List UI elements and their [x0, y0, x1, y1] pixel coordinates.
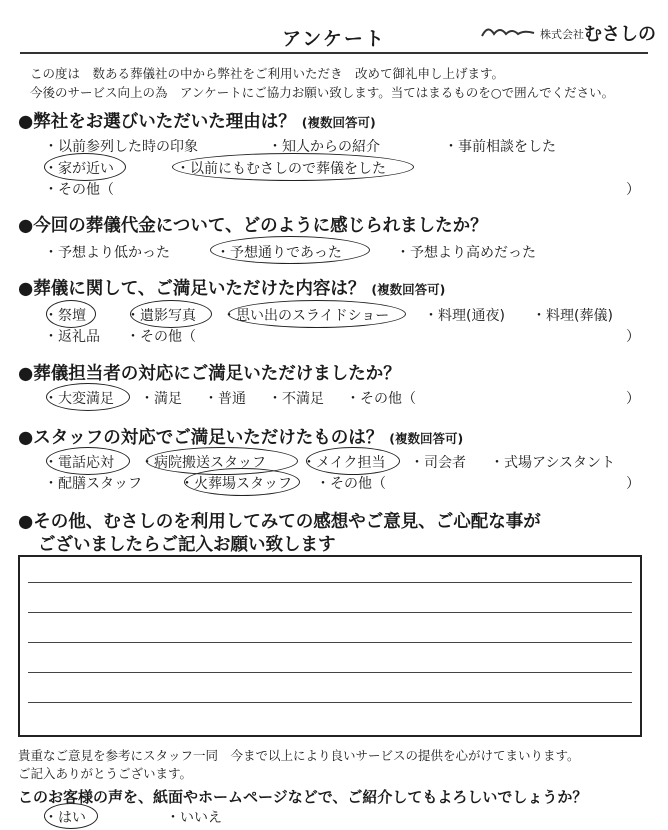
question-5-title: ●スタッフの対応でご満足いただけたものは？ [18, 428, 384, 448]
page-title: アンケート [282, 28, 386, 50]
q1-option-previous-funeral[interactable]: ・以前にもむさしので葬儀をした [176, 161, 386, 177]
question-6-heading-line-2: ございましたらご記入お願い致します [38, 535, 336, 555]
consent-option-no[interactable]: ・いいえ [166, 810, 222, 826]
footer-note-2: ご記入ありがとうございます。 [18, 766, 193, 781]
wave-logo-icon [480, 22, 536, 40]
multiple-answer-note: (複数回答可) [301, 115, 376, 130]
q1-option-other[interactable]: ・その他（ [44, 182, 114, 198]
q3-option-food-wake[interactable]: ・料理(通夜) [424, 308, 505, 324]
consent-question: このお客様の声を、紙面やホームページなどで、ご紹介してもよろしいでしょうか？ [18, 788, 588, 806]
question-1-heading [18, 108, 376, 133]
comment-line [28, 702, 632, 703]
q1-option-consultation[interactable]: ・事前相談をした [444, 139, 556, 155]
question-4-heading [18, 360, 401, 385]
q5-option-catering[interactable]: ・配膳スタッフ [44, 476, 142, 492]
footer-note-1: 貴重なご意見を参考にスタッフ一同 今まで以上により良いサービスの提供を心がけてまいります。 [18, 748, 580, 763]
comment-line [28, 612, 632, 613]
comment-line [28, 672, 632, 673]
q3-option-other[interactable]: ・その他（ [126, 329, 196, 345]
q4-option-unsatisfied[interactable]: ・不満足 [268, 391, 324, 407]
question-6-heading-line-1: ●その他、むさしのを利用してみての感想やご意見、ご心配な事が [18, 512, 541, 532]
question-2-title: ●今回の葬儀代金について、どのように感じられましたか？ [18, 216, 488, 236]
q4-option-other[interactable]: ・その他（ [346, 391, 416, 407]
q4-option-very-satisfied[interactable]: ・大変満足 [44, 391, 114, 407]
header-divider [20, 52, 648, 54]
q3-option-return-gift[interactable]: ・返礼品 [44, 329, 100, 345]
q5-option-crematorium[interactable]: ・火葬場スタッフ [180, 476, 292, 492]
multiple-answer-note: (複数回答可) [389, 431, 464, 446]
q1-option-referral[interactable]: ・知人からの紹介 [268, 139, 380, 155]
multiple-answer-note: (複数回答可) [371, 282, 446, 297]
q5-option-makeup[interactable]: ・メイク担当 [302, 455, 386, 471]
q1-option-impression[interactable]: ・以前参列した時の印象 [44, 139, 198, 155]
q1-other-close: ） [626, 182, 640, 198]
q3-option-slideshow[interactable]: ・思い出のスライドショー [222, 308, 390, 324]
q4-option-satisfied[interactable]: ・満足 [140, 391, 182, 407]
company-name: むさしの [584, 24, 656, 45]
q5-other-close: ） [626, 476, 640, 492]
intro-line-1: この度は 数ある葬儀社の中から弊社をご利用いただき 改めて御礼申し上げます。 [30, 66, 505, 81]
q5-option-venue-assistant[interactable]: ・式場アシスタント [490, 455, 616, 471]
q3-other-close: ） [626, 329, 640, 345]
q1-option-near-home[interactable]: ・家が近い [44, 161, 114, 177]
q2-option-higher[interactable]: ・予想より高めだった [396, 245, 536, 261]
q4-other-close: ） [626, 391, 640, 407]
q5-option-phone[interactable]: ・電話応対 [44, 455, 114, 471]
q4-option-normal[interactable]: ・普通 [204, 391, 246, 407]
q3-option-food-funeral[interactable]: ・料理(葬儀) [532, 308, 613, 324]
q5-option-other[interactable]: ・その他（ [316, 476, 386, 492]
question-3-title: ●葬儀に関して、ご満足いただけた内容は？ [18, 279, 366, 299]
q2-option-lower[interactable]: ・予想より低かった [44, 245, 170, 261]
question-4-title: ●葬儀担当者の対応にご満足いただけましたか？ [18, 364, 401, 384]
q3-option-altar[interactable]: ・祭壇 [44, 308, 86, 324]
q2-option-as-expected[interactable]: ・予想通りであった [216, 245, 342, 261]
company-type: 株式会社 [540, 28, 584, 41]
intro-line-2: 今後のサービス向上の為 アンケートにご協力お願い致します。当てはまるものを○で囲んでください。 [30, 85, 615, 100]
q5-option-hospital-transport[interactable]: ・病院搬送スタッフ [140, 455, 266, 471]
question-5-heading [18, 424, 463, 449]
question-3-heading [18, 275, 445, 300]
q3-option-portrait[interactable]: ・遺影写真 [126, 308, 196, 324]
q5-option-mc[interactable]: ・司会者 [410, 455, 466, 471]
comment-line [28, 642, 632, 643]
consent-option-yes[interactable]: ・はい [44, 810, 86, 826]
comment-line [28, 582, 632, 583]
question-2-heading [18, 212, 488, 237]
question-1-title: ●弊社をお選びいただいた理由は？ [18, 112, 296, 132]
